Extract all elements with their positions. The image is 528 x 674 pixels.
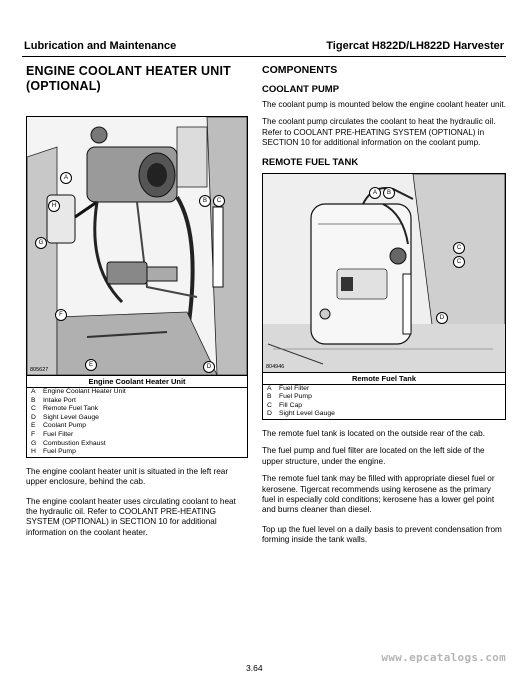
heater-title-line2: (OPTIONAL) <box>26 79 101 93</box>
heater-unit-figure <box>26 116 248 376</box>
legend-key: A <box>31 388 36 395</box>
legend-key: B <box>31 396 36 404</box>
section-title: Lubrication and Maintenance <box>24 40 177 52</box>
legend-key: A <box>267 384 272 392</box>
legend-label: Sight Level Gauge <box>43 413 99 421</box>
heater-para-1: The engine coolant heater unit is situated in the left rear upper enclosure, behind the cab. <box>26 466 229 487</box>
remote-tank-para-3: The remote fuel tank may be filled with appropriate diesel fuel or kerosene. Tigercat recommends using kerosene as the primary fuel in especially cold conditions; kerosene has a lower gel point and burns cleaner than diesel. <box>262 474 495 515</box>
callout-c-2: C <box>453 256 465 268</box>
legend-key: B <box>267 393 272 401</box>
figure-number: 805627 <box>30 367 49 373</box>
heater-legend-list <box>27 388 247 457</box>
legend-key: C <box>31 405 36 413</box>
legend-key: E <box>31 422 36 430</box>
legend-key: C <box>267 401 272 409</box>
legend-row <box>263 385 505 394</box>
figure-number: 804946 <box>266 363 285 370</box>
remote-tank-para-1: The remote fuel tank is located on the outside rear of the cab. <box>262 429 486 438</box>
callout-h: H <box>48 200 60 212</box>
legend-label: Fuel Filter <box>43 430 74 438</box>
legend-row <box>263 410 505 419</box>
legend-label: Fuel Filter <box>279 384 310 392</box>
legend-key: D <box>267 410 272 418</box>
legend-label: Engine Coolant Heater Unit <box>43 388 126 395</box>
callout-a: A <box>60 172 72 184</box>
legend-key: G <box>31 439 37 447</box>
remote-tank-legend-list <box>263 385 505 419</box>
legend-row <box>27 448 247 457</box>
remote-tank-para-4: Top up the fuel level on a daily basis to prevent condensation from forming inside the tank walls. <box>262 524 502 545</box>
legend-key: D <box>31 413 36 421</box>
callout-d: D <box>436 312 448 324</box>
heater-para-2: The engine coolant heater uses circulating coolant to heat the hydraulic oil. Refer to COOLANT PRE-HEATING SYSTEM (OPTIONAL) in SECTION 10 for additional information on the coolant heater. <box>26 496 236 537</box>
legend-label: Fill Cap <box>279 401 303 409</box>
model-title: Tigercat H822D/LH822D Harvester <box>326 40 504 52</box>
remote-tank-para-2: The fuel pump and fuel filter are located on the left side of the upper structure, under the engine. <box>262 446 485 466</box>
callout-a: A <box>369 187 381 199</box>
header-divider <box>22 56 506 57</box>
remote-tank-title: REMOTE FUEL TANK <box>262 156 359 168</box>
legend-row <box>263 393 505 402</box>
legend-row <box>27 414 247 423</box>
callout-b: B <box>199 195 211 207</box>
legend-row <box>27 397 247 406</box>
legend-row <box>27 422 247 431</box>
callout-e: E <box>85 359 97 371</box>
legend-key: H <box>31 448 36 456</box>
legend-label: Intake Port <box>43 396 76 404</box>
callout-f: F <box>55 309 67 321</box>
remote-tank-legend-title: Remote Fuel Tank <box>263 373 505 385</box>
coolant-pump-para-1: The coolant pump is mounted below the engine coolant heater unit. <box>262 100 506 109</box>
coolant-pump-title: COOLANT PUMP <box>262 84 340 95</box>
remote-tank-figure <box>262 173 506 373</box>
legend-label: Coolant Pump <box>43 422 87 430</box>
remote-tank-illustration <box>263 174 505 372</box>
components-title: COMPONENTS <box>262 64 338 76</box>
legend-key: F <box>31 430 36 438</box>
legend-row <box>263 402 505 411</box>
legend-label: Sight Level Gauge <box>279 410 335 418</box>
page-number: 3.64 <box>246 663 263 673</box>
callout-c: C <box>213 195 225 207</box>
callout-g: G <box>35 237 47 249</box>
callout-c: C <box>453 242 465 254</box>
heater-unit-illustration <box>27 117 247 375</box>
legend-row <box>27 440 247 449</box>
legend-label: Fuel Pump <box>43 448 76 456</box>
legend-label: Combustion Exhaust <box>43 439 106 447</box>
callout-b: B <box>383 187 395 199</box>
legend-label: Remote Fuel Tank <box>43 405 99 413</box>
legend-label: Fuel Pump <box>279 393 312 401</box>
heater-legend <box>26 376 248 458</box>
callout-d: D <box>203 361 215 373</box>
right-column <box>262 64 506 546</box>
legend-row <box>27 431 247 440</box>
left-column <box>26 64 248 538</box>
legend-row <box>27 405 247 414</box>
legend-row <box>27 388 247 397</box>
heater-legend-title: Engine Coolant Heater Unit <box>27 376 247 388</box>
coolant-pump-para-2: The coolant pump circulates the coolant to heat the hydraulic oil. Refer to COOLANT PRE-HEATING SYSTEM (OPTIONAL) in SECTION 10 for additional information on the coolant pump. <box>262 117 496 148</box>
watermark: www.epcatalogs.com <box>381 651 506 664</box>
heater-title-line1: ENGINE COOLANT HEATER UNIT <box>26 64 231 78</box>
heater-unit-title <box>26 64 248 94</box>
remote-tank-legend <box>262 373 506 420</box>
